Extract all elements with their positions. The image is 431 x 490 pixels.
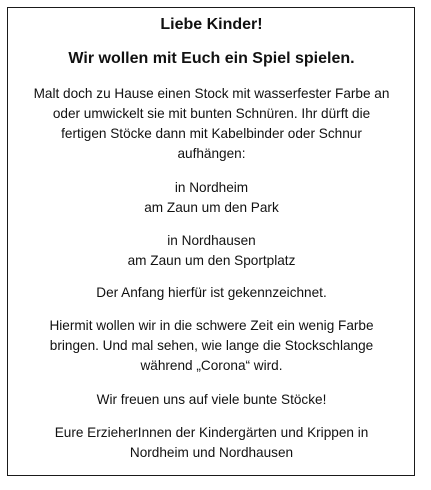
instructions-line: oder umwickelt sie mit bunten Schnüren. Ihr dürft die	[52, 106, 371, 121]
instructions-line: Malt doch zu Hause einen Stock mit wasserfester Farbe an	[33, 86, 390, 101]
purpose-line: während „Corona“ wird.	[140, 358, 283, 373]
location-place: in Nordheim	[174, 180, 249, 195]
purpose-paragraph	[8, 316, 415, 376]
signature	[8, 423, 415, 463]
instructions-line: aufhängen:	[177, 146, 246, 161]
notice-body	[8, 8, 415, 463]
start-note	[8, 283, 415, 303]
location-nordhausen	[8, 231, 415, 271]
location-nordheim	[8, 178, 415, 218]
purpose-line: Hiermit wollen wir in die schwere Zeit ein wenig Farbe	[49, 318, 374, 333]
location-spot: am Zaun um den Park	[144, 200, 279, 215]
closing-text: Wir freuen uns auf viele bunte Stöcke!	[96, 392, 327, 407]
headline: Wir wollen mit Euch ein Spiel spielen.	[68, 50, 355, 67]
location-place: in Nordhausen	[167, 233, 256, 248]
instructions-paragraph	[8, 84, 415, 164]
greeting-heading: Liebe Kinder!	[160, 16, 263, 33]
signature-line: Eure ErzieherInnen der Kindergärten und Krippen in	[54, 425, 369, 440]
location-spot: am Zaun um den Sportplatz	[127, 253, 296, 268]
instructions-line: fertigen Stöcke dann mit Kabelbinder oder Schnur	[61, 126, 362, 141]
closing-paragraph	[8, 390, 415, 410]
start-note-text: Der Anfang hierfür ist gekennzeichnet.	[96, 285, 327, 300]
signature-line: Nordheim und Nordhausen	[129, 445, 294, 460]
purpose-line: bringen. Und mal sehen, wie lange die Stockschlange	[49, 338, 374, 353]
